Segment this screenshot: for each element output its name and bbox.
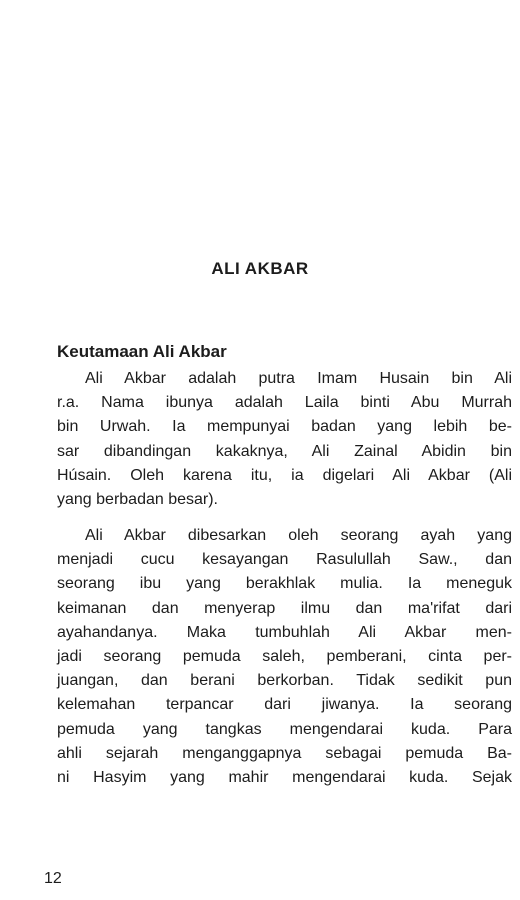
paragraph-2 [57, 524, 512, 790]
paragraph-1 [57, 367, 512, 512]
text-line: seorang ibu yang berakhlak mulia. Ia meneguk [57, 575, 512, 593]
text-line: jadi seorang pemuda saleh, pemberani, cinta per- [57, 648, 512, 666]
text-line: pemuda yang tangkas mengendarai kuda. Para [57, 720, 512, 738]
text-line: menjadi cucu kesayangan Rasulullah Saw., dan [57, 551, 512, 569]
section-heading: Keutamaan Ali Akbar [57, 342, 227, 361]
text-line: sar dibandingan kakaknya, Ali Zainal Abidin bin [57, 442, 512, 460]
text-line: Ali Akbar adalah putra Imam Husain bin Ali [85, 370, 512, 387]
page-number: 12 [44, 870, 62, 887]
text-line: keimanan dan menyerap ilmu dan ma'rifat dari [57, 599, 512, 617]
text-line: kelemahan terpancar dari jiwanya. Ia seorang [57, 696, 512, 714]
text-line: juangan, dan berani berkorban. Tidak sedikit pun [57, 672, 512, 690]
chapter-title: ALI AKBAR [211, 259, 309, 278]
text-line: bin Urwah. Ia mempunyai badan yang lebih be- [57, 418, 512, 436]
text-line: Húsain. Oleh karena itu, ia digelari Ali Akbar (Ali [57, 466, 512, 484]
text-line: yang berbadan besar). [57, 491, 218, 509]
text-line: ni Hasyim yang mahir mengendarai kuda. Sejak [57, 769, 512, 787]
text-line: ahli sejarah menganggapnya sebagai pemuda Ba- [57, 744, 512, 762]
text-line: r.a. Nama ibunya adalah Laila binti Abu Murrah [57, 394, 512, 412]
text-line: ayahandanya. Maka tumbuhlah Ali Akbar men- [57, 623, 512, 641]
text-line: Ali Akbar dibesarkan oleh seorang ayah yang [85, 527, 512, 544]
